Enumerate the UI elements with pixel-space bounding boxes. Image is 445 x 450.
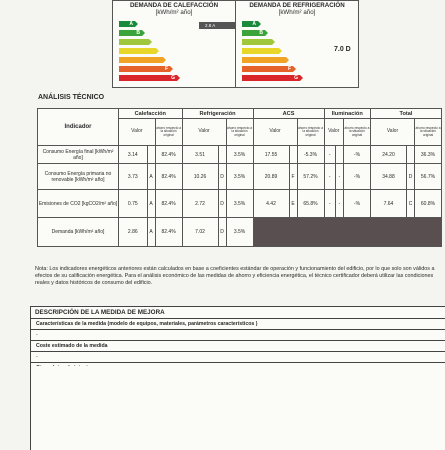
- header-total: Total: [370, 109, 441, 119]
- cell-class: C: [407, 190, 415, 218]
- demand-panels: [112, 0, 359, 88]
- note-text: Nota: Los indicadores energéticos anteriores están calculados en base a coeficientes estándar de operación y funcionamiento del edificio, por lo que solo son válidos a efectos de su calificación energética. Para el análisis económico de las medidas de ahorro y eficiencia energética, el técnico certificador deberá utilizar las condiciones reales y datos históricos de consumo del edificio.: [35, 266, 435, 287]
- cell-percent: -5.3%: [297, 146, 324, 164]
- shaded-area: [253, 218, 441, 247]
- cell-percent: 60.8%: [415, 190, 442, 218]
- cell-class: A: [147, 190, 155, 218]
- left-rating-bar-4: [119, 57, 163, 63]
- left-rating-bar-0: [119, 21, 135, 27]
- subheader-valor: Valor: [324, 119, 343, 146]
- header-indicador: Indicador: [38, 109, 119, 146]
- right-rating-bar-5: [242, 66, 293, 72]
- cooling-demand-title: DEMANDA DE REFRIGERACIÓN: [249, 2, 345, 9]
- cell-percent: 82.4%: [155, 218, 182, 247]
- mejora-coste: Coste estimado de la medida: [31, 341, 445, 352]
- subheader-ahorro: ahorro respecto a la situación original: [343, 119, 370, 146]
- right-rating-bar-tip-1: [265, 30, 268, 36]
- cell-value: -: [324, 164, 335, 190]
- cell-class: [335, 146, 343, 164]
- cell-percent: 82.4%: [155, 146, 182, 164]
- row-label: Emisiones de CO2 [kgCO2/m² año]: [38, 190, 119, 218]
- heating-demand-pointer: 2.8 A: [199, 22, 235, 29]
- left-rating-bar-tip-0: [135, 21, 138, 27]
- cell-class: D: [407, 164, 415, 190]
- cell-value: 17.55: [253, 146, 289, 164]
- cell-percent: 82.4%: [155, 190, 182, 218]
- table-row: [38, 218, 442, 247]
- rating-bar-letter: A: [129, 21, 133, 27]
- heating-demand-unit: [kWh/m² año]: [155, 9, 193, 16]
- subheader-valor: Valor: [182, 119, 226, 146]
- left-rating-bar-tip-5: [170, 66, 173, 72]
- cell-value: -: [324, 146, 335, 164]
- cooling-demand-unit: [kWh/m² año]: [278, 9, 316, 16]
- header-refrigeracion: Refrigeración: [182, 109, 253, 119]
- cooling-demand-panel: [236, 1, 358, 87]
- cell-class: D: [218, 164, 226, 190]
- cell-class: [147, 146, 155, 164]
- mejora-caracteristicas: Características de la medida (modelo de equipos, materiales, parámetros característicos ): [31, 319, 445, 330]
- right-rating-bar-tip-0: [258, 21, 261, 27]
- left-rating-bar-3: [119, 48, 156, 54]
- technical-analysis-table: [37, 108, 442, 247]
- right-rating-bar-6: [242, 75, 300, 81]
- rating-bar-letter: G: [294, 75, 298, 81]
- cell-class: D: [218, 190, 226, 218]
- heating-demand-title: DEMANDA DE CALEFACCIÓN: [129, 2, 219, 9]
- header-calefaccion: Calefacción: [119, 109, 183, 119]
- cell-percent: 56.7%: [415, 164, 442, 190]
- header-iluminacion: Iluminación: [324, 109, 370, 119]
- left-rating-bar-2: [119, 39, 149, 45]
- table-row: [38, 190, 442, 218]
- cell-value: 10.26: [182, 164, 218, 190]
- header-acs: ACS: [253, 109, 324, 119]
- rating-bar-letter: A: [252, 21, 256, 27]
- heating-demand-panel: [113, 1, 236, 87]
- cell-class: -: [335, 190, 343, 218]
- rating-bar-letter: G: [171, 75, 175, 81]
- row-label: Consumo Energía final [kWh/m² año]: [38, 146, 119, 164]
- right-rating-bar-tip-6: [300, 75, 303, 81]
- left-rating-bar-tip-1: [142, 30, 145, 36]
- right-rating-bar-0: [242, 21, 258, 27]
- rating-bar-letter: B: [136, 30, 140, 36]
- rating-bar-letter: F: [287, 66, 291, 72]
- subheader-ahorro: ahorro respecto a la situación original: [155, 119, 182, 146]
- right-rating-bar-tip-2: [272, 39, 275, 45]
- row-label: Demanda [kWh/m² año]: [38, 218, 119, 247]
- cell-value: 3.73: [119, 164, 148, 190]
- cell-class: F: [289, 164, 297, 190]
- subheader-ahorro: ahorro respecto a la situación original: [415, 119, 442, 146]
- rating-bar-letter: F: [164, 66, 168, 72]
- right-rating-bar-2: [242, 39, 272, 45]
- row-label: Consumo Energía primaria no renovable [kWh/m² año]: [38, 164, 119, 190]
- cell-percent: 3.5%: [226, 146, 253, 164]
- cell-value: 34.88: [370, 164, 406, 190]
- cell-value: 3.51: [182, 146, 218, 164]
- cell-percent: 3.5%: [226, 164, 253, 190]
- cell-class: E: [289, 190, 297, 218]
- cell-value: 7.02: [182, 218, 218, 247]
- mejora-title: DESCRIPCIÓN DE LA MEDIDA DE MEJORA: [31, 307, 445, 319]
- subheader-ahorro: ahorro respecto a la situación original: [297, 119, 324, 146]
- table-row: [38, 146, 442, 164]
- cell-percent: -%: [343, 146, 370, 164]
- cell-percent: 82.4%: [155, 164, 182, 190]
- cell-percent: 3.5%: [226, 190, 253, 218]
- cell-value: 4.42: [253, 190, 289, 218]
- cell-value: 24.20: [370, 146, 406, 164]
- cell-percent: 3.5%: [226, 218, 253, 247]
- right-rating-bar-4: [242, 57, 286, 63]
- left-rating-bar-tip-4: [163, 57, 166, 63]
- cell-class: -: [335, 164, 343, 190]
- mejora-coste-value: -: [31, 352, 445, 363]
- right-rating-bar-tip-3: [279, 48, 282, 54]
- cell-value: -: [324, 190, 335, 218]
- right-rating-bar-1: [242, 30, 265, 36]
- right-rating-bar-tip-4: [286, 57, 289, 63]
- subheader-valor: Valor: [119, 119, 156, 146]
- cell-percent: -%: [343, 164, 370, 190]
- section-title-analisis: ANÁLISIS TÉCNICO: [38, 94, 105, 101]
- cell-value: 2.72: [182, 190, 218, 218]
- cell-percent: 57.2%: [297, 164, 324, 190]
- subheader-valor: Valor: [253, 119, 297, 146]
- left-rating-bar-6: [119, 75, 177, 81]
- cell-class: [218, 146, 226, 164]
- cell-value: 3.14: [119, 146, 148, 164]
- cell-class: [289, 146, 297, 164]
- cell-class: A: [147, 218, 155, 247]
- left-rating-bar-1: [119, 30, 142, 36]
- cell-value: 7.64: [370, 190, 406, 218]
- cell-value: 0.75: [119, 190, 148, 218]
- left-rating-bar-5: [119, 66, 170, 72]
- mejora-blank-area: [30, 366, 445, 450]
- right-rating-bar-tip-5: [293, 66, 296, 72]
- cell-class: D: [218, 218, 226, 247]
- rating-bar-letter: B: [259, 30, 263, 36]
- subheader-ahorro: ahorro respecto a la situación original: [226, 119, 253, 146]
- left-rating-bar-tip-2: [149, 39, 152, 45]
- cell-class: [407, 146, 415, 164]
- cell-class: A: [147, 164, 155, 190]
- mejora-table: [30, 306, 445, 374]
- right-rating-bar-3: [242, 48, 279, 54]
- mejora-caracteristicas-value: -: [31, 330, 445, 341]
- subheader-valor: Valor: [370, 119, 414, 146]
- cooling-demand-value: 7.0 D: [334, 46, 351, 53]
- cell-value: 20.89: [253, 164, 289, 190]
- left-rating-bar-tip-3: [156, 48, 159, 54]
- cell-percent: -%: [343, 190, 370, 218]
- cell-value: 2.86: [119, 218, 148, 247]
- cell-percent: 65.8%: [297, 190, 324, 218]
- table-row: [38, 164, 442, 190]
- cell-percent: 36.3%: [415, 146, 442, 164]
- left-rating-bar-tip-6: [177, 75, 180, 81]
